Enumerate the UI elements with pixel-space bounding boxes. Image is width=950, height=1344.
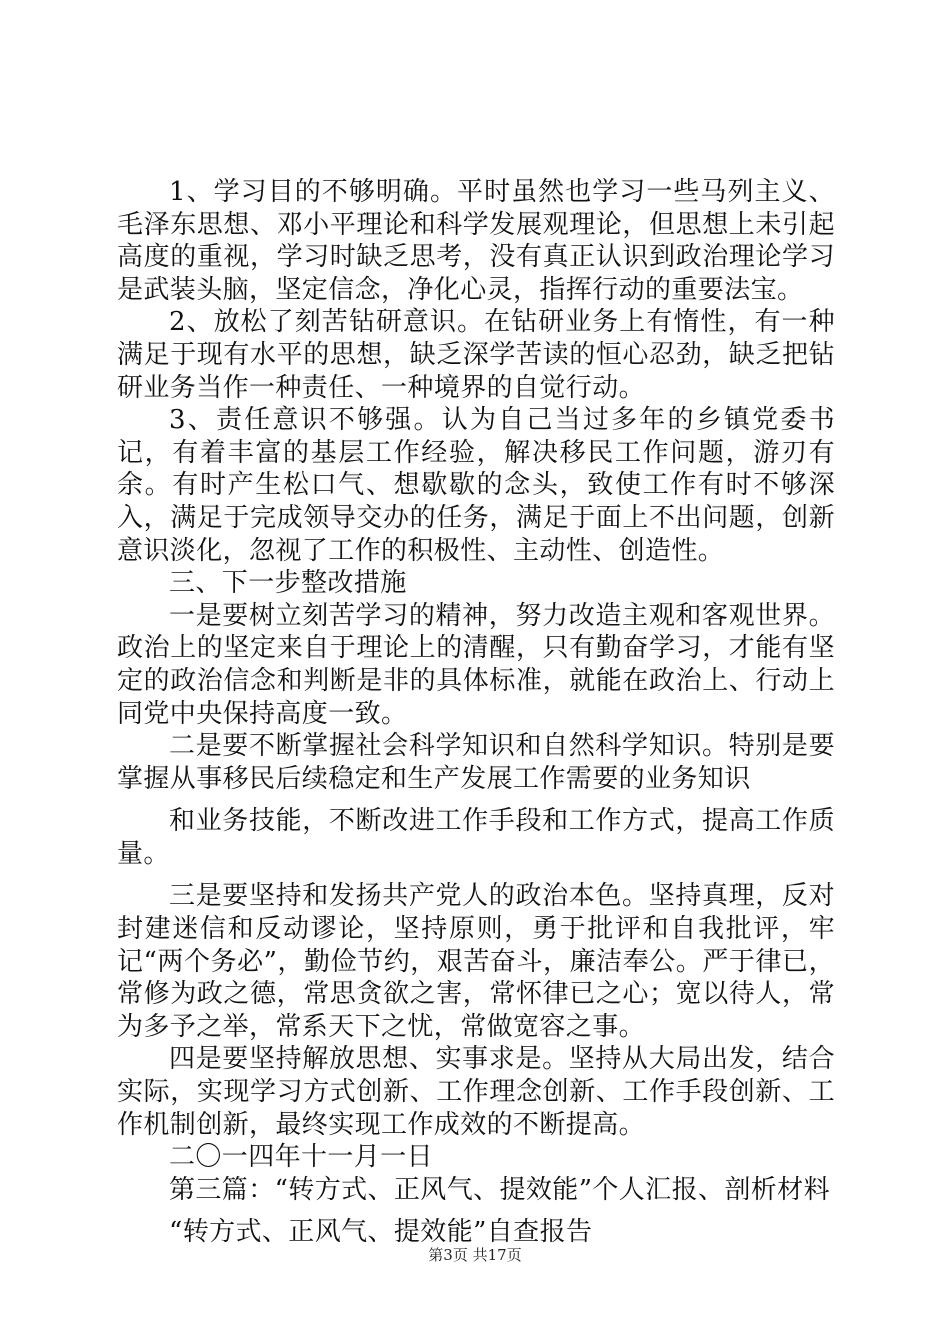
paragraph-responsibility: 3、责任意识不够强。认为自己当过多年的乡镇党委书记，有着丰富的基层工作经验，解决移民工作问题，游刃有余。有时产生松口气、想歇歇的念头，致使工作有时不够深入，满足于完成领导交办的任务，满足于面上不出问题，创新意识淡化，忽视了工作的积极性、主动性、创造性。 (117, 405, 835, 566)
paragraph-research-awareness: 2、放松了刻苦钻研意识。在钻研业务上有惰性，有一种满足于现有水平的思想，缺乏深学苦读的恒心忍劲，缺乏把钻研业务当作一种责任、一种境界的自觉行动。 (117, 307, 835, 403)
document-body (117, 176, 835, 1249)
document-date: 二〇一四年十一月一日 (169, 1142, 434, 1173)
paragraph-measure-four: 四是要坚持解放思想、实事求是。坚持从大局出发，结合实际，实现学习方式创新、工作理念创新、工作手段创新、工作机制创新，最终实现工作成效的不断提高。 (117, 1044, 835, 1140)
paragraph-measure-two: 二是要不断掌握社会科学知识和自然科学知识。特别是要掌握从事移民后续稳定和生产发展工作需要的业务知识 (117, 731, 835, 794)
paragraph-measure-one: 一是要树立刻苦学习的精神，努力改造主观和客观世界。政治上的坚定来自于理论上的清醒，只有勤奋学习，才能有坚定的政治信念和判断是非的具体标准，就能在政治上、行动上同党中央保持高度一致。 (117, 600, 835, 729)
report-title: “转方式、正风气、提效能”自查报告 (169, 1217, 593, 1248)
paragraph-measure-two-continued: 和业务技能，不断改进工作手段和工作方式，提高工作质量。 (117, 806, 835, 869)
section-heading-next-steps: 三、下一步整改措施 (169, 568, 407, 599)
paragraph-measure-three: 三是要坚持和发扬共产党人的政治本色。坚持真理，反对封建迷信和反动谬论，坚持原则，勇于批评和自我批评，牢记“两个务必”，勤俭节约，艰苦奋斗，廉洁奉公。严于律已，常修为政之德，常思贪欲之害，常怀律已之心；宽以待人，常为多予之举，常系天下之忧，常做宽容之事。 (117, 881, 835, 1042)
chapter-title: 第三篇：“转方式、正风气、提效能”个人汇报、剖析材料 (169, 1174, 830, 1205)
page-footer: 第3页 共17页 (428, 1246, 522, 1264)
paragraph-study-purpose: 1、学习目的不够明确。平时虽然也学习一些马列主义、毛泽东思想、邓小平理论和科学发展观理论，但思想上未引起高度的重视，学习时缺乏思考，没有真正认识到政治理论学习是武装头脑，坚定信念，净化心灵，指挥行动的重要法宝。 (117, 177, 835, 305)
